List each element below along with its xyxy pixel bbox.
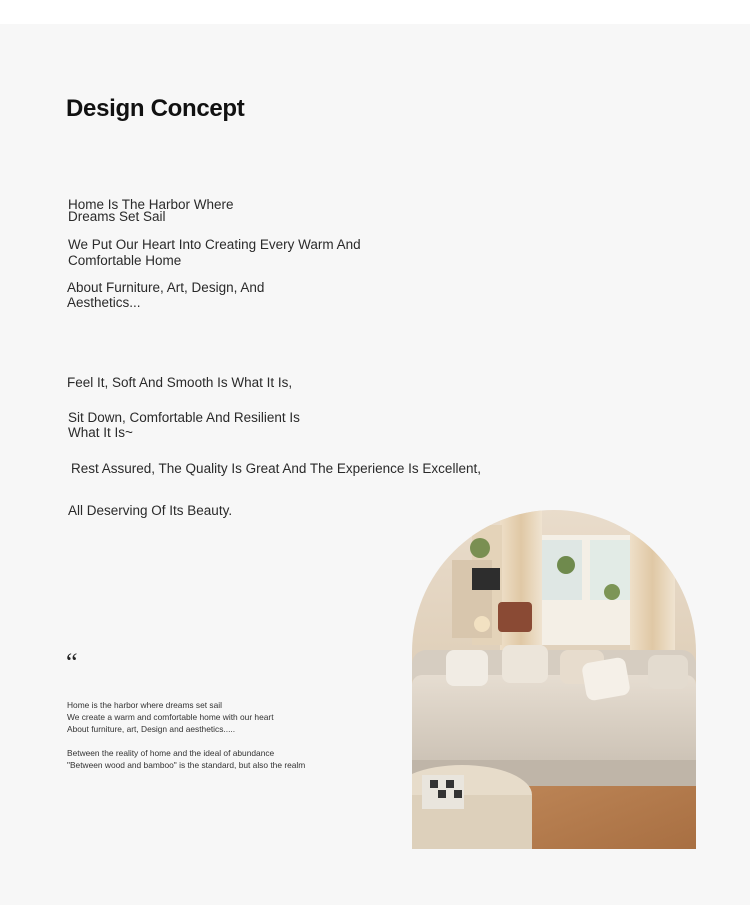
concept-line: All Deserving Of Its Beauty.	[68, 503, 233, 518]
page-title: Design Concept	[66, 95, 245, 122]
concept-line: What It Is~	[68, 425, 133, 440]
concept-line: Comfortable Home	[68, 253, 182, 268]
concept-line: Dreams Set Sail	[68, 209, 166, 224]
concept-line: We Put Our Heart Into Creating Every Warm And	[68, 237, 361, 252]
quote-text-line: Between the reality of home and the ideal of abundance	[67, 748, 275, 758]
quote-mark: “	[66, 648, 78, 677]
concept-line: Rest Assured, The Quality Is Great And The Experience Is Excellent,	[71, 461, 481, 476]
quote-text-line: About furniture, art, Design and aesthetics.....	[67, 724, 236, 734]
quote-text-line: We create a warm and comfortable home with our heart	[67, 712, 274, 722]
quote-text-line: Home is the harbor where dreams set sail	[67, 700, 223, 710]
concept-line: Aesthetics...	[67, 295, 141, 310]
concept-line: Sit Down, Comfortable And Resilient Is	[68, 410, 300, 425]
concept-line: Home Is The Harbor Where	[68, 197, 234, 212]
concept-line: About Furniture, Art, Design, And	[67, 280, 265, 295]
quote-text-line: "Between wood and bamboo" is the standard, but also the realm	[67, 760, 306, 770]
concept-line: Feel It, Soft And Smooth Is What It Is,	[67, 375, 293, 390]
living-room-photo	[412, 510, 696, 849]
